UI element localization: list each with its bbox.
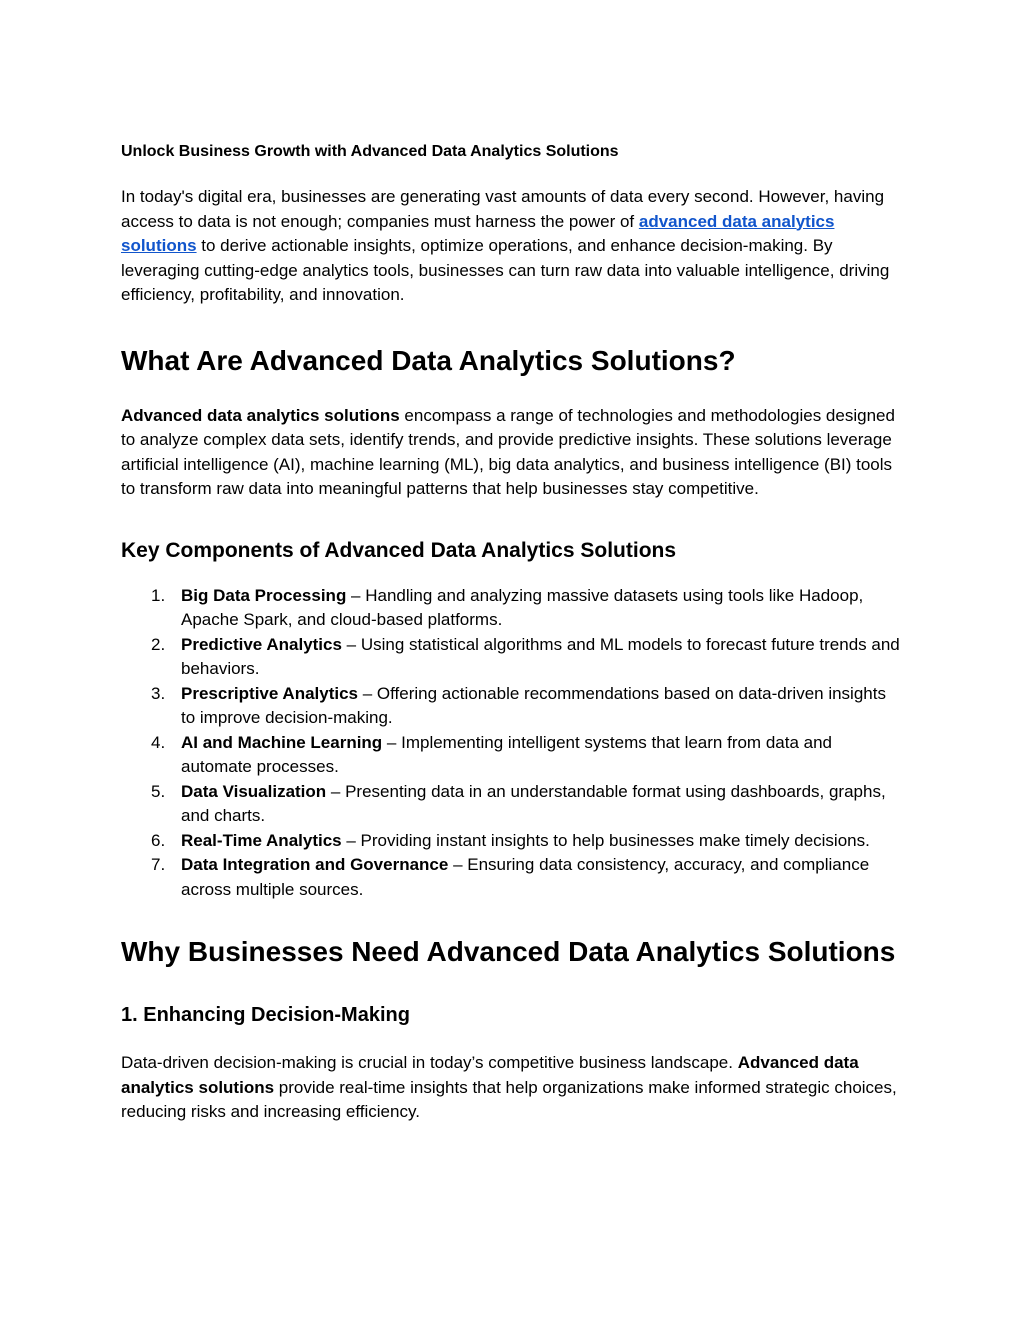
list-item-number: 2. — [151, 634, 166, 654]
enhancing-text-before: Data-driven decision-making is crucial in today’s competitive business landscape. — [121, 1053, 738, 1072]
why-businesses-heading: Why Businesses Need Advanced Data Analytics Solutions — [121, 936, 896, 967]
intro-paragraph — [121, 185, 901, 308]
list-item-number: 6. — [151, 830, 166, 850]
list-item-number: 3. — [151, 683, 166, 703]
list-item — [121, 853, 901, 902]
what-are-heading: What Are Advanced Data Analytics Solutions? — [121, 344, 736, 376]
list-item — [121, 780, 901, 829]
what-are-bold-term: Advanced data analytics solutions — [121, 405, 400, 425]
list-item-desc: – Using statistical algorithms and ML models to forecast future trends and behaviors. — [181, 634, 900, 678]
list-item-desc: – Ensuring data consistency, accuracy, and compliance across multiple sources. — [181, 855, 870, 899]
list-item-term: Data Visualization — [181, 781, 327, 801]
key-components-list — [121, 584, 901, 903]
list-item-number: 5. — [151, 781, 166, 801]
intro-text-before: In today's digital era, businesses are generating vast amounts of data every second. However, having access to data is not enough; companies must harness the power of — [121, 187, 885, 231]
list-item-term: Prescriptive Analytics — [181, 683, 359, 703]
list-item — [121, 633, 901, 682]
list-item-number: 7. — [151, 855, 166, 874]
what-are-paragraph — [121, 404, 901, 502]
list-item — [121, 584, 901, 633]
what-are-text: encompass a range of technologies and methodologies designed to analyze complex data sets, identify trends, and provide predictive insights. These solutions leverage artificial intelligence (AI), machine learning (ML), big data analytics, and business intelligence (BI) tools to transform raw data into meaningful patterns that help businesses stay competitive. — [121, 405, 895, 498]
list-item-desc: – Handling and analyzing massive datasets using tools like Hadoop, Apache Spark, and cloud-based platforms. — [181, 585, 864, 629]
advanced-data-analytics-link[interactable]: advanced data analytics solutions — [121, 211, 835, 255]
list-item-number: 1. — [151, 585, 166, 605]
list-item-desc: – Offering actionable recommendations based on data-driven insights to improve decision-making. — [181, 683, 886, 727]
list-item-desc: – Implementing intelligent systems that learn from data and automate processes. — [181, 732, 832, 776]
list-item-term: Real-Time Analytics — [181, 830, 342, 850]
list-item-term: Big Data Processing — [181, 585, 347, 605]
list-item — [121, 731, 901, 780]
list-item-desc: – Providing instant insights to help businesses make timely decisions. — [341, 830, 870, 850]
enhancing-decision-making-paragraph — [121, 1051, 901, 1125]
list-item-term: Data Integration and Governance — [181, 855, 449, 874]
list-item-desc: – Presenting data in an understandable format using dashboards, graphs, and charts. — [181, 781, 886, 825]
intro-text-after: to derive actionable insights, optimize operations, and enhance decision-making. By leveraging cutting-edge analytics tools, businesses can turn raw data into valuable intelligence, driving efficiency, profitability, and innovation. — [121, 236, 890, 304]
list-item-number: 4. — [151, 732, 166, 752]
list-item — [121, 829, 901, 854]
enhancing-bold-term: Advanced data analytics solutions — [121, 1053, 859, 1097]
document-title: Unlock Business Growth with Advanced Data Analytics Solutions — [121, 143, 619, 160]
list-item-term: Predictive Analytics — [181, 634, 342, 654]
enhancing-decision-making-heading: 1. Enhancing Decision-Making — [121, 1004, 410, 1026]
list-item-term: AI and Machine Learning — [181, 732, 383, 752]
document-page — [121, 140, 901, 1125]
list-item — [121, 682, 901, 731]
key-components-heading: Key Components of Advanced Data Analytics Solutions — [121, 538, 677, 562]
enhancing-text-after: provide real-time insights that help organizations make informed strategic choices, reducing risks and increasing efficiency. — [121, 1077, 897, 1121]
